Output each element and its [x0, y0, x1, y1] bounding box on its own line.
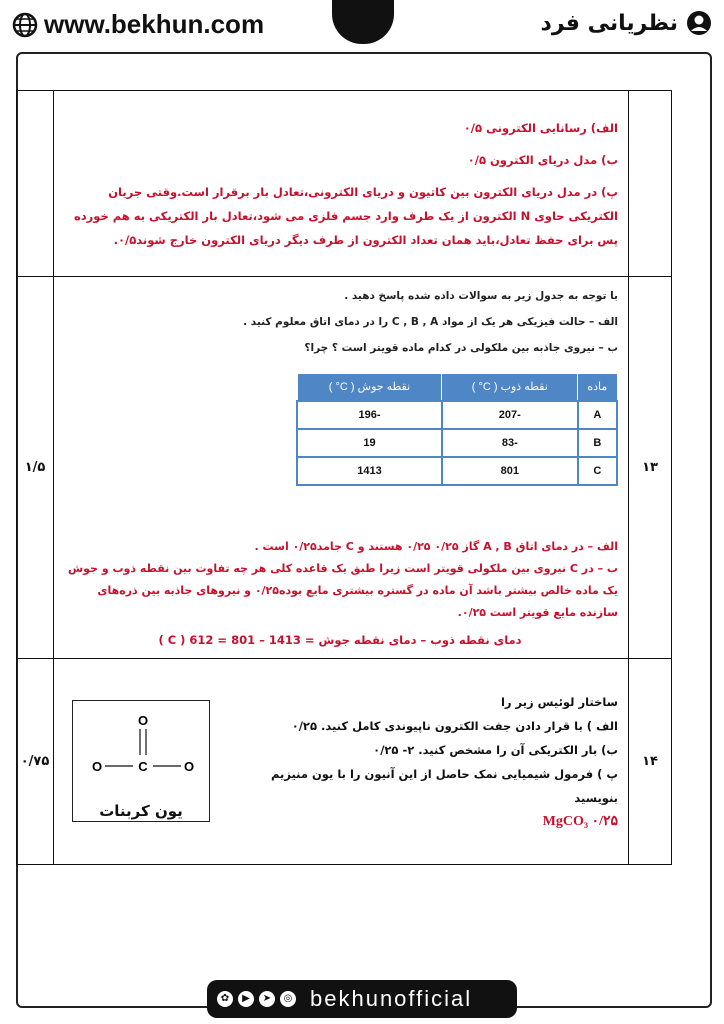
brand-name: نظریانی فرد: [540, 10, 678, 36]
question-number: ۱۳: [629, 277, 672, 659]
table-cell: B: [578, 429, 617, 457]
q13-answer-a: الف – در دمای اتاق A , B گاز ۰/۲۵ ۰/۲۵ هستند و C جامد۰/۲۵ است .: [254, 540, 618, 553]
question-row-12: [17, 91, 672, 277]
table-cell: C: [578, 457, 617, 485]
col-header: ماده: [578, 374, 617, 402]
q14-part-p: پ ) فرمول شیمیایی نمک حاصل از این آنیون را با یون منیزیم بنویسید: [270, 766, 618, 805]
q13-intro: با توجه به جدول زیر به سوالات داده شده پاسخ دهید .: [344, 290, 618, 302]
question-number: [629, 91, 672, 277]
site-url: www.bekhun.com: [44, 9, 265, 39]
brand: [541, 10, 712, 36]
table-cell: 19: [297, 429, 442, 457]
question-12-content: [54, 91, 629, 277]
question-score: ۰/۷۵: [17, 659, 54, 865]
atom-o-right: O: [183, 758, 195, 774]
ion-label: یون کربنات: [99, 801, 183, 820]
table-header-row: [297, 374, 617, 402]
atom-c: C: [138, 758, 148, 774]
aparat-icon[interactable]: ✿: [217, 991, 233, 1007]
question-number: ۱۴: [629, 659, 672, 865]
question-13-content: [54, 277, 629, 659]
question-14-content: [54, 659, 629, 865]
table-row: [297, 401, 617, 429]
table-cell: 801: [442, 457, 578, 485]
site-link[interactable]: [12, 9, 264, 40]
lewis-structure-diagram: [73, 701, 209, 793]
youtube-icon[interactable]: ▶: [238, 991, 254, 1007]
answer-a: الف) رسانایی الکترونی ۰/۵: [463, 120, 618, 135]
social-icons: [217, 991, 296, 1007]
social-handle[interactable]: bekhunofficial: [310, 986, 473, 1011]
question-score: [17, 91, 54, 277]
q13-part-a: الف – حالت فیزیکی هر یک از مواد C , B , A را در دمای اتاق معلوم کنید .: [243, 316, 618, 328]
table-cell: -207: [442, 401, 578, 429]
question-score: ۱/۵: [17, 277, 54, 659]
bekhun-logo: [332, 0, 394, 44]
q14-part-a: الف ) با قرار دادن جفت الکترون ناپیوندی کامل کنید. ۰/۲۵: [291, 718, 618, 733]
atom-o-left: O: [91, 758, 103, 774]
q13-equation: ( C ) 612 = 801 – 1413 = دمای نقطه ذوب – دمای نقطه جوش: [158, 633, 522, 647]
table-cell: -83: [442, 429, 578, 457]
top-bar: [0, 0, 724, 50]
table-cell: -196: [297, 401, 442, 429]
table-cell: 1413: [297, 457, 442, 485]
user-icon: [686, 10, 712, 36]
properties-table: [296, 373, 618, 486]
q14-intro: ساختار لوئیس زیر را: [500, 694, 618, 709]
answer-p: پ) در مدل دریای الکترون بین کاتیون و دریای الکترونی،تعادل بار برقرار است.وقتی جریان الکتریکی حاوی N الکترون از یک طرف وارد جسم فلزی می شود،تعادل بار الکتریکی به هم خورده پس برای حفظ تعادل،باید همان تعداد الکترون از طرف دیگر دریای الکترون خارج شوند۰/۵.: [73, 184, 618, 247]
atom-o-top: O: [137, 712, 149, 728]
q13-part-b: ب – نیروی جاذبه بین ملکولی در کدام ماده قویتر است ؟ چرا؟: [304, 342, 618, 354]
q13-answer-b: ب – در C نیروی بین ملکولی قویتر است زیرا طبق یک قاعده کلی هر چه تفاوت بین نقطه ذوب و جوش یک ماده خالص بیشتر باشد آن ماده در گستره بیشتری مایع بوده۰/۲۵ و نیروهای جاذبه بین ذره‌های سازنده مایع قویتر است ۰/۲۵.: [67, 562, 618, 619]
answer-b: ب) مدل دریای الکترون ۰/۵: [467, 152, 618, 167]
social-footer: [207, 980, 517, 1018]
table-cell: A: [578, 401, 617, 429]
exam-table: [16, 90, 672, 865]
table-row: [297, 429, 617, 457]
col-header: نقطه جوش ( C° ): [297, 374, 442, 402]
col-header: نقطه ذوب ( C° ): [442, 374, 578, 402]
instagram-icon[interactable]: ◎: [280, 991, 296, 1007]
globe-icon: [12, 12, 38, 38]
table-row: [297, 457, 617, 485]
question-row-14: [17, 659, 672, 865]
question-row-13: [17, 277, 672, 659]
q14-formula: MgCO₃ ۰/۲۵: [542, 813, 618, 829]
telegram-icon[interactable]: ➤: [259, 991, 275, 1007]
q14-part-b: ب) بار الکتریکی آن را مشخص کنید. ۲- ۰/۲۵: [373, 742, 618, 757]
carbonate-structure: [72, 700, 210, 822]
